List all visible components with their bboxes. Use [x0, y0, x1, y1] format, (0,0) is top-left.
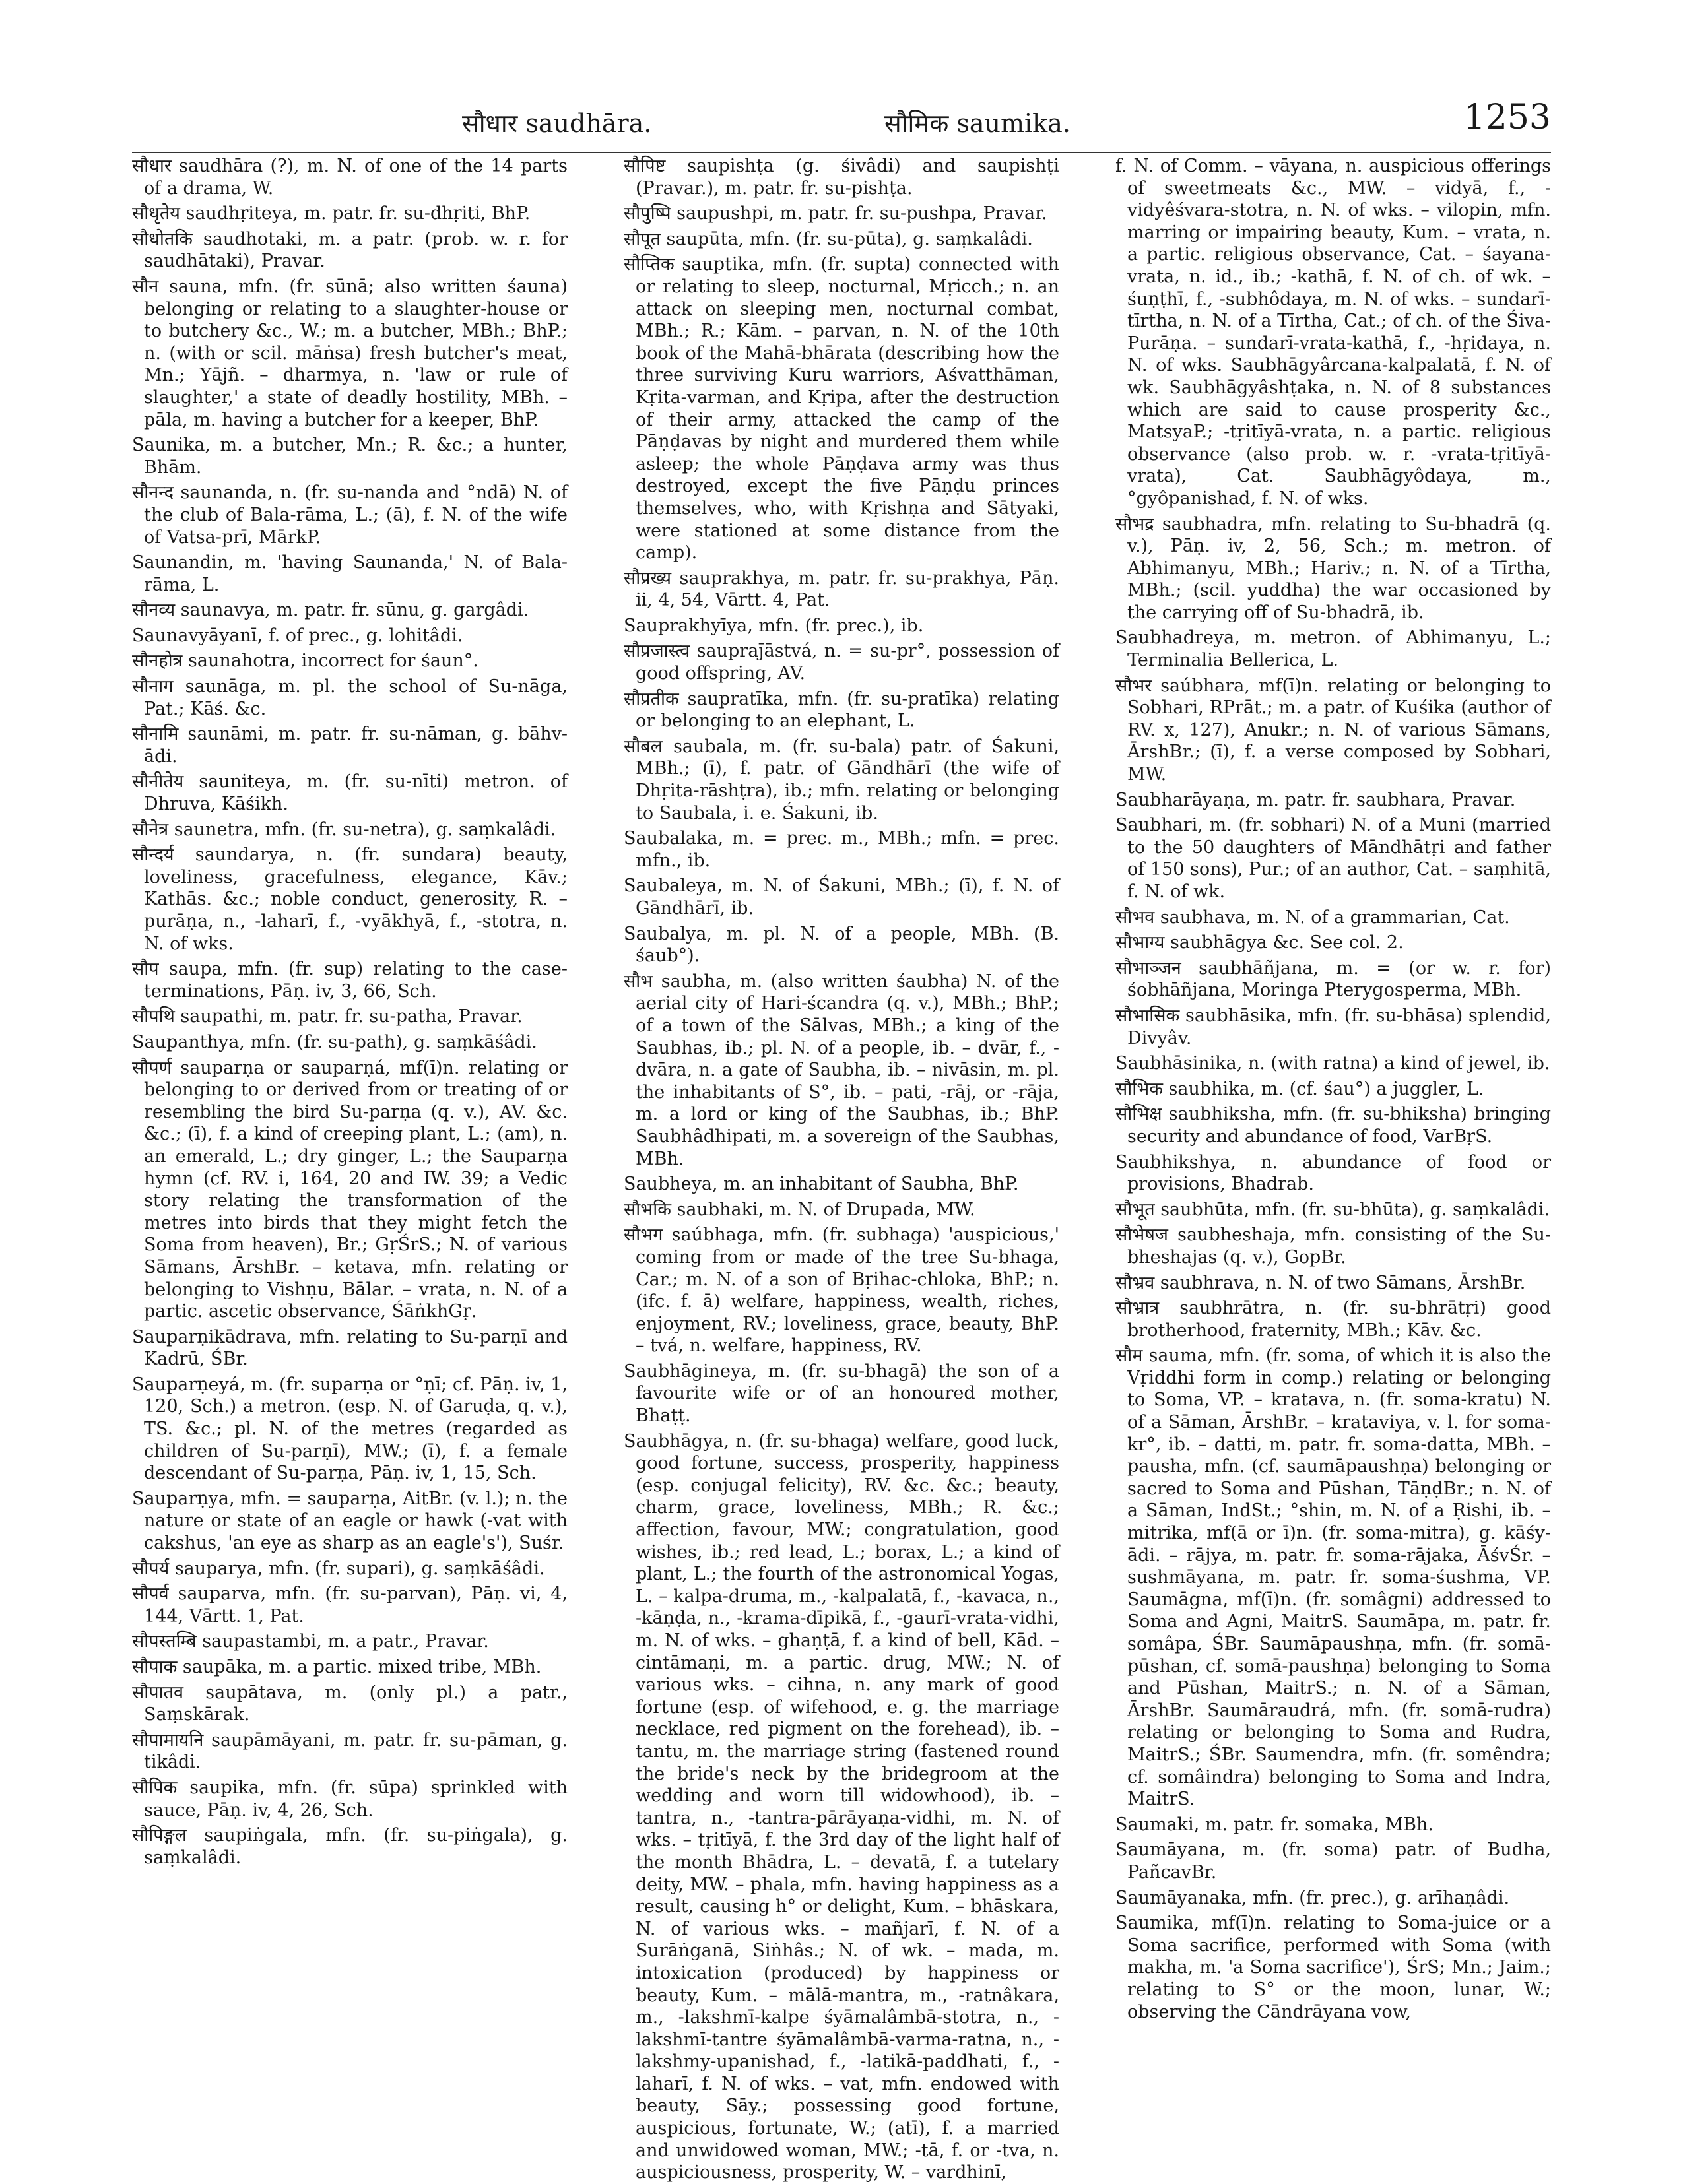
dictionary-entry: सौपिङ्गल saupiṅgala, mfn. (fr. su-piṅgala), g. saṃkalâdi.	[132, 1825, 568, 1868]
header-right-headword: सौमिक saumika.	[884, 109, 1071, 138]
dictionary-entry: सौन sauna, mfn. (fr. sūnā; also written śauna) belonging or relating to a slaughter-house or to butchery &c., W.; m. a butcher, MBh.; BhP.; n. (with or scil. māṅsa) fresh butcher's meat, Mn.; Yājñ. – dharmya, n. 'law or rule of slaughter,' a state of deadly hostility, MBh. – pāla, m. having a butcher for a keeper, BhP.	[132, 276, 568, 430]
dictionary-entry: सौप्रख्य sauprakhya, m. patr. fr. su-prakhya, Pāṇ. ii, 4, 54, Vārtt. 4, Pat.	[624, 567, 1059, 611]
dictionary-entry: सौपातव saupātava, m. (only pl.) a patr., Saṃskārak.	[132, 1682, 568, 1725]
dictionary-entry: सौभाग्य saubhāgya &c. See col. 2.	[1115, 932, 1404, 953]
dictionary-entry: सौभ saubha, m. (also written śaubha) N. of the aerial city of Hari-ścandra (q. v.), MBh.; BhP.; of a town of the Sālvas, MBh.; a king of the Saubhas, ib.; pl. N. of a people, ib. – dvār, f., -dvāra, n. a gate of Saubha, ib. – nivāsin, m. pl. the inhabitants of S°, ib. – pati, -rāj, or -rāja, m. a lord or king of the Saubhas, ib.; BhP. Saubhâdhipati, m. a sovereign of the Saubhas, MBh.	[624, 971, 1059, 1169]
dictionary-entry: Saunandin, m. 'having Saunanda,' N. of Bala-rāma, L.	[132, 552, 568, 595]
dictionary-entry: Saubaleya, m. N. of Śakuni, MBh.; (ī), f. N. of Gāndhārī, ib.	[624, 876, 1059, 918]
dictionary-entry: Saubhikshya, n. abundance of food or provisions, Bhadrab.	[1115, 1151, 1551, 1195]
dictionary-entry: सौनव्य saunavya, m. patr. fr. sūnu, g. gargâdi.	[132, 600, 529, 621]
dictionary-entry: सौनामि saunāmi, m. patr. fr. su-nāman, g. bāhv-ādi.	[132, 724, 568, 767]
dictionary-entry: सौपुष्पि saupushpi, m. patr. fr. su-pushpa, Pravar.	[624, 203, 1047, 224]
dictionary-entry: Saubhari, m. (fr. sobhari) N. of a Muni (married to the 50 daughters of Māndhātṛi and father of 150 sons), Pur.; of an author, Cat. – saṃhitā, f. N. of wk.	[1115, 815, 1551, 902]
dictionary-entry: सौभग saúbhaga, mfn. (fr. subhaga) 'auspicious,' coming from or made of the tree Su-bhaga, Car.; m. N. of a son of Bṛihac-chloka, BhP.; n. (ifc. f. ā) welfare, happiness, wealth, riches, enjoyment, RV.; loveliness, grace, beauty, BhP. – tvá, n. welfare, happiness, RV.	[624, 1225, 1059, 1357]
dictionary-entry: Saubhāsinika, n. (with ratna) a kind of jewel, ib.	[1115, 1053, 1550, 1074]
dictionary-entry: Saubhadreya, m. metron. of Abhimanyu, L.; Terminalia Bellerica, L.	[1115, 627, 1551, 671]
dictionary-entry: सौभिक्ष saubhiksha, mfn. (fr. su-bhiksha) bringing security and abundance of food, VarBṛS.	[1115, 1104, 1551, 1147]
dictionary-entry: सौप्रतीक saupratīka, mfn. (fr. su-pratīka) relating or belonging to an elephant, L.	[624, 688, 1059, 732]
dictionary-entry: सौपथि saupathi, m. patr. fr. su-patha, Pravar.	[132, 1006, 523, 1027]
dictionary-entry: सौम sauma, mfn. (fr. soma, of which it is also the Vṛiddhi form in comp.) relating or belonging to Soma, VP. – kratava, n. (fr. soma-kratu) N. of a Sāman, ĀrshBr. – krataviya, v. l. for soma-kr°, ib. – datti, m. patr. fr. soma-datta, MBh. – pausha, mfn. (cf. saumāpaushṇa) belonging or sacred to Soma and Pūshan, TāṇḍBr.; n. N. of a Sāman, IndSt.; °shin, m. N. of a Ṛishi, ib. – mitrika, mf(ā or ī)n. (fr. soma-mitra), g. kāśy-ādi. – rājya, m. patr. fr. soma-rājaka, ĀśvŚr. – sushmāyana, m. patr. fr. soma-śushma, VP. Saumāgna, mf(ī)n. (fr. somâgni) addressed to Soma and Agni, MaitrS. Saumāpa, m. patr. fr. somâpa, ŚBr. Saumāpaushṇa, mfn. (fr. somā-pūshan, cf. somā-paushṇa) belonging to Soma and Pūshan, MaitrS.; n. N. of a Sāman, ĀrshBr. Saumāraudrá, mfn. (fr. somā-rudra) relating or belonging to Soma and Rudra, MaitrS.; ŚBr. Saumendra, mfn. (fr. somêndra; cf. somâindra) belonging to Soma and Indra, MaitrS.	[1115, 1345, 1551, 1810]
dictionary-entry: Saumāyana, m. (fr. soma) patr. of Budha, PañcavBr.	[1115, 1840, 1551, 1882]
column-3	[1115, 155, 1551, 2148]
dictionary-entry: Sauprakhyīya, mfn. (fr. prec.), ib.	[624, 615, 924, 636]
dictionary-entry: सौपिष्ट saupishṭa (g. śivâdi) and saupishṭi (Pravar.), m. patr. fr. su-pishṭa.	[624, 156, 1059, 199]
dictionary-entry: Saupanthya, mfn. (fr. su-path), g. saṃkāśâdi.	[132, 1031, 537, 1052]
dictionary-entry: सौनेत्र saunetra, mfn. (fr. su-netra), g. saṃkalâdi.	[132, 819, 556, 840]
dictionary-entry: सौनाग saunāga, m. pl. the school of Su-nāga, Pat.; Kāś. &c.	[132, 676, 568, 719]
dictionary-entry: सौभ्रात्र saubhrātra, n. (fr. su-bhrātṛi) good brotherhood, fraternity, MBh.; Kāv. &c.	[1115, 1298, 1551, 1341]
dictionary-entry: सौधार saudhāra (?), m. N. of one of the 14 parts of a drama, W.	[132, 156, 568, 199]
dictionary-entry: Saubheya, m. an inhabitant of Saubha, BhP.	[624, 1174, 1019, 1195]
dictionary-entry: सौधृतेय saudhṛiteya, m. patr. fr. su-dhṛiti, BhP.	[132, 203, 531, 224]
dictionary-entry: सौभासिक saubhāsika, mfn. (fr. su-bhāsa) splendid, Divyâv.	[1115, 1005, 1551, 1048]
dictionary-entry: सौपाक saupāka, m. a partic. mixed tribe, MBh.	[132, 1657, 542, 1677]
column-1	[132, 155, 568, 2148]
page-number: 1253	[1463, 98, 1551, 137]
dictionary-entry: सौनीतेय sauniteya, m. (fr. su-nīti) metron. of Dhruva, Kāśikh.	[132, 771, 568, 815]
dictionary-entry: सौपामायनि saupāmāyani, m. patr. fr. su-pāman, g. tikâdi.	[132, 1729, 568, 1773]
dictionary-entry: सौभद्र saubhadra, mfn. relating to Su-bhadrā (q. v.), Pāṇ. iv, 2, 56, Sch.; m. metron. of Abhimanyu, MBh.; Hariv.; n. N. of a Tīrtha, MBh.; (scil. yuddha) the war occasioned by the carrying off of Su-bhadrā, ib.	[1115, 513, 1551, 623]
dictionary-entry: Saumika, mf(ī)n. relating to Soma-juice or a Soma sacrifice, performed with Soma (with makha, m. 'a Soma sacrifice'), ŚrS; Mn.; Jaim.; relating to S° or the moon, lunar, W.; observing the Cāndrāyana vow,	[1115, 1913, 1551, 2022]
dictionary-entry: सौधोतकि saudhotaki, m. a patr. (prob. w. r. for saudhātaki), Pravar.	[132, 228, 568, 272]
column-2	[624, 155, 1059, 2183]
dictionary-entry: सौभाञ्जन saubhāñjana, m. = (or w. r. for) śobhāñjana, Moringa Pterygosperma, MBh.	[1115, 957, 1551, 1001]
dictionary-entry: सौभ्रव saubhrava, n. N. of two Sāmans, ĀrshBr.	[1115, 1272, 1526, 1293]
dictionary-entry: सौभिक saubhika, m. (cf. śau°) a juggler, L.	[1115, 1078, 1484, 1099]
dictionary-entry: सौपर्व sauparva, mfn. (fr. su-parvan), Pāṇ. vi, 4, 144, Vārtt. 1, Pat.	[132, 1584, 568, 1626]
dictionary-entry: सौभूत saubhūta, mfn. (fr. su-bhūta), g. saṃkalâdi.	[1115, 1199, 1550, 1220]
dictionary-entry: सौनन्द saunanda, n. (fr. su-nanda and °ndā) N. of the club of Bala-rāma, L.; (ā), f. N. of the wife of Vatsa-prī, MārkP.	[132, 482, 568, 548]
dictionary-entry: सौपूत saupūta, mfn. (fr. su-pūta), g. saṃkalâdi.	[624, 228, 1033, 249]
dictionary-entry: सौभकि saubhaki, m. N. of Drupada, MW.	[624, 1199, 975, 1220]
dictionary-entry: सौपस्तम्बि saupastambi, m. a patr., Pravar.	[132, 1631, 489, 1652]
dictionary-entry: Saubalya, m. pl. N. of a people, MBh. (B. śaub°).	[624, 923, 1059, 967]
dictionary-entry: सौभेषज saubheshaja, mfn. consisting of the Su-bheshajas (q. v.), GopBr.	[1115, 1225, 1551, 1268]
dictionary-entry: Saumāyanaka, mfn. (fr. prec.), g. arīhaṇâdi.	[1115, 1887, 1510, 1908]
dictionary-entry: सौपिक saupika, mfn. (fr. sūpa) sprinkled with sauce, Pāṇ. iv, 4, 26, Sch.	[132, 1777, 568, 1820]
dictionary-entry: सौबल saubala, m. (fr. su-bala) patr. of Śakuni, MBh.; (ī), f. patr. of Gāndhārī (the wife of Dhṛita-rāshṭra), ib.; mfn. relating or belonging to Saubala, i. e. Śakuni, ib.	[624, 736, 1059, 823]
dictionary-entry: सौभर saúbhara, mf(ī)n. relating or belonging to Sobhari, RPrāt.; m. a patr. of Kuśika (author of RV. x, 127), Anukr.; n. N. of various Sāmans, ĀrshBr.; (ī), f. a verse composed by Sobhari, MW.	[1115, 675, 1551, 785]
dictionary-columns	[132, 155, 1551, 2183]
dictionary-entry: Saunika, m. a butcher, Mn.; R. &c.; a hunter, Bhām.	[132, 435, 568, 478]
dictionary-entry: सौभव saubhava, m. N. of a grammarian, Cat.	[1115, 907, 1510, 928]
page-header	[132, 92, 1551, 153]
header-left-headword: सौधार saudhāra.	[462, 109, 652, 138]
dictionary-entry: सौपर्य sauparya, mfn. (fr. supari), g. saṃkāśâdi.	[132, 1558, 545, 1579]
dictionary-entry: Saubharāyaṇa, m. patr. fr. saubhara, Pravar.	[1115, 789, 1516, 810]
dictionary-entry: Saubhāgineya, m. (fr. su-bhagā) the son of a favourite wife or of an honoured mother, Bhaṭṭ.	[624, 1361, 1059, 1427]
dictionary-entry: सौप saupa, mfn. (fr. sup) relating to the case-terminations, Pāṇ. iv, 3, 66, Sch.	[132, 959, 568, 1002]
dictionary-entry: Sauparṇya, mfn. = sauparṇa, AitBr. (v. l.); n. the nature or state of an eagle or hawk (-vat with cakshus, 'an eye as sharp as an eagle's'), Suśr.	[132, 1488, 568, 1554]
dictionary-entry: Saubhāgya, n. (fr. su-bhaga) welfare, good luck, good fortune, success, prosperity, happiness (esp. conjugal felicity), RV. &c. &c.; beauty, charm, grace, loveliness, MBh.; R. &c.; affection, favour, MW.; congratulation, good wishes, ib.; red lead, L.; borax, L.; a kind of plant, L.; the fourth of the astronomical Yogas, L. – kalpa-druma, m., -kalpalatā, f., -kavaca, n., -kāṇḍa, n., -krama-dīpikā, f., -gaurī-vrata-vidhi, m. N. of wks. – ghaṇṭā, f. a kind of bell, Kād. – cintāmaṇi, m. a partic. drug, MW.; N. of various wks. – cihna, n. any mark of good fortune (esp. of wifehood, e. g. the marriage necklace, red pigment on the forehead), ib. – tantu, m. the marriage string (fastened round the bride's neck by the bridegroom at the wedding and worn till widowhood), ib. – tantra, n., -tantra-pārāyaṇa-vidhi, m. N. of wks. – tṛitīyā, f. the 3rd day of the light half of the month Bhādra, L. – devatā, f. a tutelary deity, MW. – phala, mfn. having happiness as a result, causing h° or delight, Kum. – bhāskara, N. of various wks. – mañjarī, f. N. of a Surāṅganā, Siṅhâs.; N. of wk. – mada, m. intoxication (produced) by happiness or beauty, Kum. – mālā-mantra, m., -ratnâkara, m., -lakshmī-kalpe śyāmalâmbā-stotra, n., -lakshmī-tantre śyāmalâmbā-varma-ratna, n., -lakshmy-upanishad, f., -latikā-paddhati, f., -laharī, f. N. of wks. – vat, mfn. endowed with beauty, Sāy.; possessing good fortune, auspicious, fortunate, W.; (atī), f. a married and unwidowed woman, MW.; -tā, f. or -tva, n. auspiciousness, prosperity, W. – vardhinī,	[624, 1430, 1059, 2183]
dictionary-entry: Saubalaka, m. = prec. m., MBh.; mfn. = prec. mfn., ib.	[624, 828, 1059, 871]
dictionary-entry: सौप्तिक sauptika, mfn. (fr. supta) connected with or relating to sleep, nocturnal, Mṛicch.; n. an attack on sleeping men, nocturnal combat, MBh.; R.; Kām. – parvan, n. N. of the 10th book of the Mahā-bhārata (describing how the three surviving Kuru warriors, Aśvatthāman, Kṛita-varman, and Kṛipa, after the destruction of their army, attacked the camp of the Pāṇḍavas by night and murdered them while asleep; the whole Pāṇḍava army was thus destroyed, except the five Pāṇḍu princes themselves, who, with Kṛishṇa and Sātyaki, were stationed at some distance from the camp).	[624, 254, 1059, 563]
dictionary-entry: Sauparṇikādrava, mfn. relating to Su-parṇī and Kadrū, ŚBr.	[132, 1326, 568, 1370]
dictionary-entry: Sauparṇeyá, m. (fr. suparṇa or °ṇī; cf. Pāṇ. iv, 1, 120, Sch.) a metron. (esp. N. of Garuḍa, q. v.), TS. &c.; pl. N. of the metres (regarded as children of Su-parṇī), MW.; (ī), f. a female descendant of Su-parṇa, Pāṇ. iv, 1, 15, Sch.	[132, 1374, 568, 1484]
dictionary-entry: सौन्दर्य saundarya, n. (fr. sundara) beauty, loveliness, gracefulness, elegance, Kāv.; Kathās. &c.; noble conduct, generosity, R. – purāṇa, n., -laharī, f., -vyākhyā, f., -stotra, n. N. of wks.	[132, 845, 568, 954]
dictionary-entry: Saunavyāyanī, f. of prec., g. lohitâdi.	[132, 625, 463, 646]
dictionary-entry: सौप्रजास्त्व saupraj̄āstvá, n. = su-pr°, possession of good offspring, AV.	[624, 641, 1059, 684]
dictionary-entry: Saumaki, m. patr. fr. somaka, MBh.	[1115, 1814, 1434, 1835]
dictionary-entry: सौनहोत्र saunahotra, incorrect for śaun°.	[132, 651, 478, 672]
dictionary-entry: सौपर्ण sauparṇa or sauparṇá, mf(ī)n. relating or belonging to or derived from or treating of or resembling the bird Su-parṇa (q. v.), AV. &c. &c.; (ī), f. a kind of creeping plant, L.; (am), n. an emerald, L.; dry ginger, L.; the Sauparṇa hymn (cf. RV. i, 164, 20 and IW. 39; a Vedic story relating the transformation of the metres into birds that they might fetch the Soma from heaven), Br.; GṛŚrS.; N. of various Sāmans, ĀrshBr. – ketava, mfn. relating or belonging to Vishṇu, Bālar. – vrata, n. N. of a partic. ascetic observance, ŚāṅkhGṛ.	[132, 1057, 568, 1322]
dictionary-entry: f. N. of Comm. – vāyana, n. auspicious offerings of sweetmeats &c., MW. – vidyā, f., -vidyêśvara-stotra, n. N. of wks. – vilopin, mfn. marring or impairing beauty, Kum. – vrata, n. a partic. religious observance, Cat. – śayana-vrata, n. id., ib.; -kathā, f. N. of ch. of wk. – śuṇṭhī, f., -subhôdaya, m. N. of wks. – sundarī-tīrtha, n. N. of a Tīrtha, Cat.; of ch. of the Śiva-Purāṇa. – sundarī-vrata-kathā, f., -hṛidaya, n. N. of wks. Saubhāgyârcana-kalpalatā, f. N. of wk. Saubhāgyâshṭaka, n. N. of 8 substances which are said to cause prosperity &c., MatsyaP.; -tṛitīyā-vrata, n. a partic. religious observance (also prob. w. r. -vrata-tṛitīyā-vrata), Cat. Saubhāgyôdaya, m., °gyôpanishad, f. N. of wks.	[1115, 156, 1551, 509]
